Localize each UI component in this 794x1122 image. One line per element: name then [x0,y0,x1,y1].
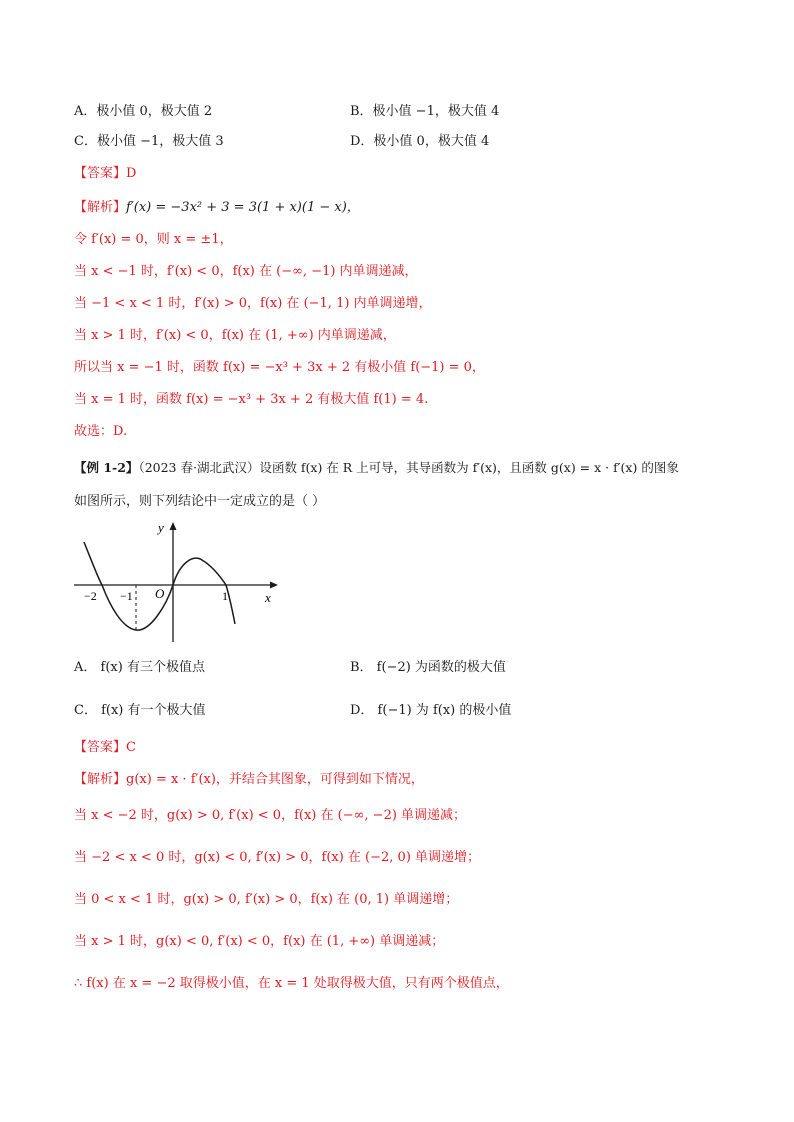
q1-analysis-text-1: f′(x) = −3x² + 3 = 3(1 + x)(1 − x)， [126,200,360,215]
q2-stem-line-1 [74,458,679,478]
q1-option-b: B．极小值 −1，极大值 4 [350,104,500,119]
q2-option-a: A． f(x) 有三个极值点 [74,660,205,675]
q2-analysis-text-1: g(x) = x · f′(x)，并结合其图象，可得到如下情况， [126,772,424,787]
q1-analysis-line-4: 当 −1 < x < 1 时，f′(x) > 0，f(x) 在 (−1, 1) 内单调递增， [74,296,432,311]
q2-analysis-line-4: 当 0 < x < 1 时，g(x) > 0, f′(x) > 0，f(x) 在 (0, 1) 单调递增； [74,892,459,907]
q2-analysis-label: 【解析】 [74,772,127,787]
q1-answer: 【答案】D [74,166,137,181]
q2-label: 【例 1-2】 [74,460,139,475]
q2-option-c: C． f(x) 有一个极大值 [74,703,206,718]
q2-analysis-line-1 [74,770,424,790]
q2-stem-text-1: （2023 春·湖北武汉）设函数 f(x) 在 R 上可导，其导函数为 f′(x)，且函数 g(x) = x · f′(x) 的图象 [138,460,679,475]
q2-option-d: D． f(−1) 为 f(x) 的极小值 [350,703,512,718]
q2-stem-line-2: 如图所示，则下列结论中一定成立的是（ ） [74,494,326,509]
q2-option-b: B． f(−2) 为函数的极大值 [350,660,506,675]
q1-analysis-line-3: 当 x < −1 时，f′(x) < 0，f(x) 在 (−∞, −1) 内单调递减， [74,264,418,279]
q2-answer: 【答案】C [74,740,136,755]
x-axis-label: x [265,590,271,605]
q1-analysis-line-7: 当 x = 1 时，函数 f(x) = −x³ + 3x + 2 有极大值 f(1) = 4. [74,392,429,407]
y-axis-arrow [170,522,177,530]
tick-label-1: 1 [222,589,228,603]
origin-label: O [155,586,165,601]
q1-analysis-line-6: 所以当 x = −1 时，函数 f(x) = −x³ + 3x + 2 有极小值 f(−1) = 0， [74,360,485,375]
x-axis-arrow [270,582,278,589]
q1-option-a: A．极小值 0，极大值 2 [74,104,213,119]
tick-label-minus-2: −2 [84,589,97,603]
y-axis-label: y [158,520,164,535]
q1-option-c: C．极小值 −1，极大值 3 [74,134,224,149]
tick-label-minus-1: −1 [120,589,133,603]
g-function-graph [70,518,285,646]
q1-analysis-line-8: 故选：D. [74,424,128,439]
q1-analysis-label: 【解析】 [74,200,127,215]
q2-analysis-line-2: 当 x < −2 时，g(x) > 0, f′(x) < 0，f(x) 在 (−∞, −2) 单调递减； [74,808,467,823]
q1-option-d: D．极小值 0，极大值 4 [350,134,490,149]
q2-analysis-line-6: ∴ f(x) 在 x = −2 取得极小值，在 x = 1 处取得极大值，只有两个极值点， [74,976,509,991]
q2-analysis-line-3: 当 −2 < x < 0 时，g(x) < 0, f′(x) > 0，f(x) 在 (−2, 0) 单调递增； [74,850,481,865]
q1-analysis-line-1 [74,198,360,218]
q1-analysis-line-5: 当 x > 1 时，f′(x) < 0，f(x) 在 (1, +∞) 内单调递减， [74,328,396,343]
q2-analysis-line-5: 当 x > 1 时，g(x) < 0, f′(x) < 0，f(x) 在 (1, +∞) 单调递减； [74,934,445,949]
q1-analysis-line-2: 令 f′(x) = 0，则 x = ±1， [74,232,233,247]
